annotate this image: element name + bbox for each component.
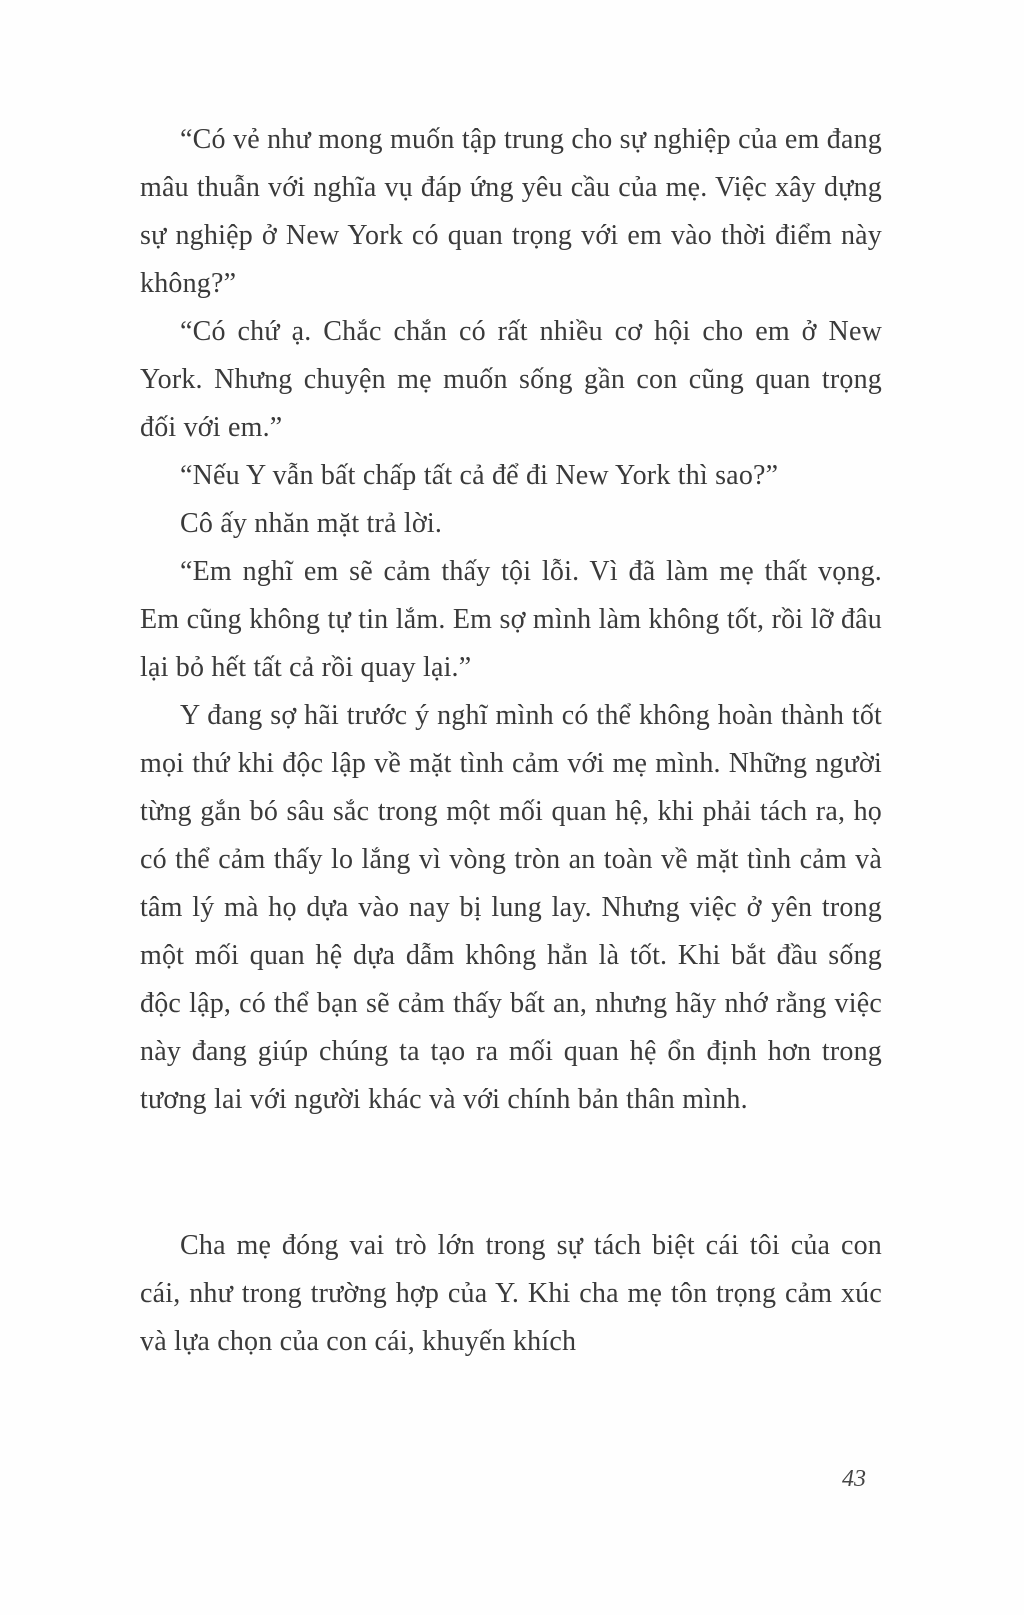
- paragraph-narration-1: Cô ấy nhăn mặt trả lời.: [180, 508, 443, 539]
- paragraph-dialogue-3: “Nếu Y vẫn bất chấp tất cả để đi New York thì sao?”: [180, 460, 779, 491]
- paragraph-new-section: Cha mẹ đóng vai trò lớn trong sự tách biệt cái tôi của con cái, như trong trường hợp của Y. Khi cha mẹ tôn trọng cảm xúc và lựa chọn của con cái, khuyến khích: [140, 1230, 882, 1357]
- paragraph-commentary: Y đang sợ hãi trước ý nghĩ mình có thể không hoàn thành tốt mọi thứ khi độc lập về mặt tình cảm với mẹ mình. Những người từng gắn bó sâu sắc trong một mối quan hệ, khi phải tách ra, họ có thể cảm thấy lo lắng vì vòng tròn an toàn về mặt tình cảm và tâm lý mà họ dựa vào nay bị lung lay. Nhưng việc ở yên trong một mối quan hệ dựa dẫm không hẳn là tốt. Khi bắt đầu sống độc lập, có thể bạn sẽ cảm thấy bất an, nhưng hãy nhớ rằng việc này đang giúp chúng ta tạo ra mối quan hệ ổn định hơn trong tương lai với người khác và với chính bản thân mình.: [140, 700, 882, 1115]
- paragraph-dialogue-2: “Có chứ ạ. Chắc chắn có rất nhiều cơ hội cho em ở New York. Nhưng chuyện mẹ muốn sống gần con cũng quan trọng đối với em.”: [140, 316, 882, 443]
- page-body-text: [140, 116, 882, 1366]
- page-number: 43: [842, 1466, 866, 1492]
- paragraph-dialogue-1: “Có vẻ như mong muốn tập trung cho sự nghiệp của em đang mâu thuẫn với nghĩa vụ đáp ứng yêu cầu của mẹ. Việc xây dựng sự nghiệp ở New York có quan trọng với em vào thời điểm này không?”: [140, 124, 882, 299]
- paragraph-dialogue-4: “Em nghĩ em sẽ cảm thấy tội lỗi. Vì đã làm mẹ thất vọng. Em cũng không tự tin lắm. Em sợ mình làm không tốt, rồi lỡ đâu lại bỏ hết tất cả rồi quay lại.”: [140, 556, 882, 683]
